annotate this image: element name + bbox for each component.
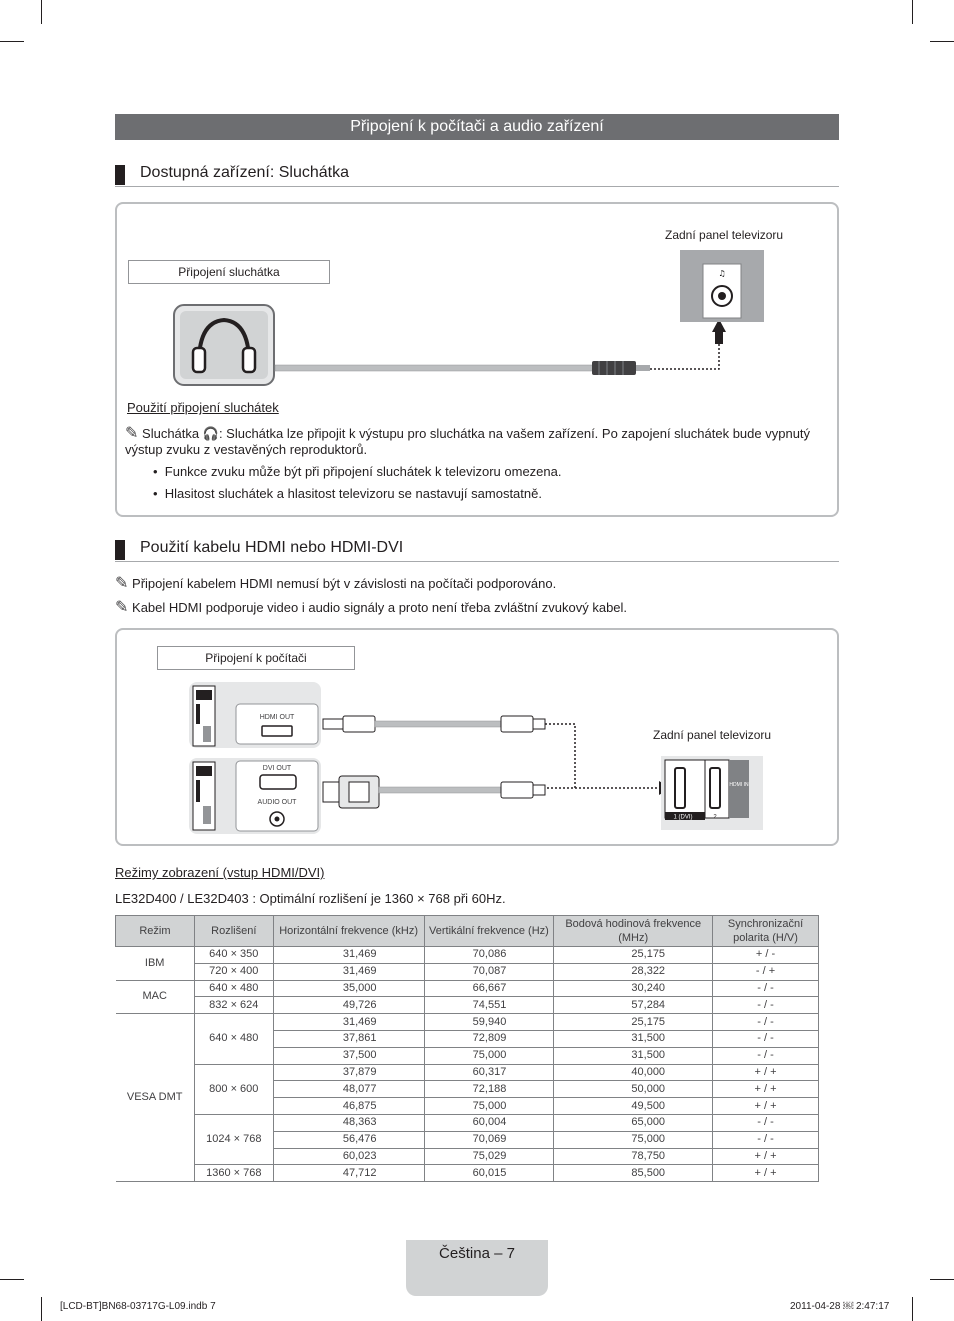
optimal-resolution — [115, 891, 506, 907]
value-cell: 25,175 — [554, 1014, 713, 1031]
value-cell: 35,000 — [273, 980, 424, 997]
value-cell: 50,000 — [554, 1081, 713, 1098]
value-cell: + / + — [713, 1165, 819, 1182]
note-text: Kabel HDMI podporuje video i audio signály a proto není třeba zvláštní zvukový kabel. — [132, 600, 628, 615]
table-row — [116, 963, 819, 980]
table-body — [116, 947, 819, 1182]
value-cell: 60,015 — [424, 1165, 554, 1182]
resolution-cell: 1024 × 768 — [194, 1114, 273, 1164]
bullet-2: • Hlasitost sluchátek a hlasitost televizoru se nastavují samostatně. — [153, 486, 542, 501]
resolution-cell: 640 × 480 — [194, 980, 273, 997]
value-cell: - / + — [713, 963, 819, 980]
tv-panel-label: Zadní panel televizoru — [653, 728, 772, 742]
value-cell: 85,500 — [554, 1165, 713, 1182]
value-cell: 75,029 — [424, 1148, 554, 1165]
column-header: Synchronizační polarita (H/V) — [713, 916, 819, 947]
value-cell: 49,726 — [273, 997, 424, 1014]
hdmi-out-label: HDMI OUT — [259, 714, 295, 721]
modes-heading: Režimy zobrazení (vstup HDMI/DVI) — [115, 865, 325, 880]
column-header: Bodová hodinová frekvence (MHz) — [554, 916, 713, 947]
tv-panel-label: Zadní panel televizoru — [665, 228, 784, 242]
value-cell: 28,322 — [554, 963, 713, 980]
value-cell: 48,363 — [273, 1114, 424, 1131]
crop-mark — [0, 1279, 24, 1280]
value-cell: 66,667 — [424, 980, 554, 997]
headphone-port-icon: ♫ — [718, 269, 726, 278]
value-cell: 75,000 — [554, 1131, 713, 1148]
value-cell: 70,069 — [424, 1131, 554, 1148]
page-number: Čeština – 7 — [439, 1245, 515, 1262]
pc-tower-icon — [193, 762, 215, 830]
crop-mark — [930, 41, 954, 42]
resolution-cell: 640 × 480 — [194, 1014, 273, 1064]
value-cell: 56,476 — [273, 1131, 424, 1148]
hdmi-note-1 — [115, 576, 556, 592]
value-cell: 60,317 — [424, 1064, 554, 1081]
model-name: LE32D400 / LE32D403 — [115, 891, 249, 906]
dvi-connector-icon — [323, 776, 379, 808]
value-cell: 75,000 — [424, 1098, 554, 1115]
value-cell: - / - — [713, 1131, 819, 1148]
note-text: Připojení kabelem HDMI nemusí být v závislosti na počítači podporováno. — [132, 576, 557, 591]
crop-mark — [912, 0, 913, 24]
value-cell: + / + — [713, 1148, 819, 1165]
section-title-text: Dostupná zařízení: Sluchátka — [140, 164, 350, 181]
value-cell: 70,086 — [424, 947, 554, 964]
value-cell: 75,000 — [424, 1047, 554, 1064]
value-cell: 59,940 — [424, 1014, 554, 1031]
mode-cell: IBM — [116, 947, 195, 981]
crop-mark — [41, 0, 42, 24]
pencil-icon: ✎ — [115, 575, 129, 592]
hdmi-diagram — [117, 630, 837, 844]
value-cell: 57,284 — [554, 997, 713, 1014]
headphone-note — [125, 426, 831, 458]
hdmi-connector-icon — [501, 782, 545, 798]
table-row — [116, 1165, 819, 1182]
model-text: : Optimální rozlišení je 1360 × 768 při 60Hz. — [248, 891, 506, 906]
date-slug: 2011-04-28 ￼ 2:47:17 — [790, 1301, 890, 1312]
value-cell: 31,469 — [273, 947, 424, 964]
section-marker — [115, 165, 125, 185]
audio-out-label: AUDIO OUT — [257, 799, 297, 806]
table-header-row — [116, 916, 819, 947]
display-modes-table — [115, 915, 819, 1182]
dvi-out-label: DVI OUT — [262, 765, 292, 772]
value-cell: + / - — [713, 947, 819, 964]
bullet-1: • Funkce zvuku může být při připojení sluchátek k televizoru omezena. — [153, 464, 562, 479]
usage-heading: Použití připojení sluchátek — [127, 400, 279, 415]
value-cell: 60,023 — [273, 1148, 424, 1165]
value-cell: 47,712 — [273, 1165, 424, 1182]
crop-mark — [930, 1279, 954, 1280]
resolution-cell: 720 × 400 — [194, 963, 273, 980]
file-slug: [LCD-BT]BN68-03717G-L09.indb 7 — [60, 1301, 216, 1312]
port-2-label: 2 — [713, 814, 717, 821]
section-title-headphones — [115, 162, 839, 187]
bullet-text: Funkce zvuku může být při připojení sluchátek k televizoru omezena. — [164, 464, 562, 479]
headphone-icon: 🎧 — [202, 426, 219, 441]
value-cell: - / - — [713, 1014, 819, 1031]
section-marker — [115, 540, 125, 560]
value-cell: - / - — [713, 1047, 819, 1064]
value-cell: + / + — [713, 1064, 819, 1081]
note-text: : Sluchátka lze připojit k výstupu pro sluchátka na vašem zařízení. Po zapojení sluchátek bude vypnutý výstup zvuku z vestavěných reproduktorů. — [125, 426, 811, 457]
crop-mark — [912, 1297, 913, 1321]
value-cell: 60,004 — [424, 1114, 554, 1131]
mode-cell: VESA DMT — [116, 1014, 195, 1182]
value-cell: - / - — [713, 980, 819, 997]
value-cell: - / - — [713, 1114, 819, 1131]
value-cell: 78,750 — [554, 1148, 713, 1165]
column-header: Vertikální frekvence (Hz) — [424, 916, 554, 947]
hdmi-note-2 — [115, 600, 627, 616]
pc-connection-panel — [115, 628, 839, 846]
jack-plug-icon — [592, 361, 650, 375]
value-cell: 65,000 — [554, 1114, 713, 1131]
value-cell: - / - — [713, 997, 819, 1014]
value-cell: 48,077 — [273, 1081, 424, 1098]
table-row — [116, 997, 819, 1014]
value-cell: 70,087 — [424, 963, 554, 980]
headphone-panel — [115, 202, 839, 517]
value-cell: 25,175 — [554, 947, 713, 964]
hdmi-connector-icon — [501, 716, 545, 732]
column-header: Horizontální frekvence (kHz) — [273, 916, 424, 947]
port-1-label: 1 (DVI) — [673, 814, 693, 821]
value-cell: 46,875 — [273, 1098, 424, 1115]
hdmi-in-label: HDMI IN — [729, 782, 749, 788]
page-number-tab — [406, 1240, 548, 1296]
bullet-text: Hlasitost sluchátek a hlasitost televizoru se nastavují samostatně. — [164, 486, 542, 501]
column-header: Rozlišení — [194, 916, 273, 947]
value-cell: 72,188 — [424, 1081, 554, 1098]
table-row — [116, 1064, 819, 1081]
table-row — [116, 1114, 819, 1131]
value-cell: 74,551 — [424, 997, 554, 1014]
resolution-cell: 640 × 350 — [194, 947, 273, 964]
crop-mark — [0, 41, 24, 42]
value-cell: 49,500 — [554, 1098, 713, 1115]
pencil-icon: ✎ — [125, 425, 139, 442]
diagram-label: Připojení k počítači — [157, 646, 355, 670]
resolution-cell: 1360 × 768 — [194, 1165, 273, 1182]
table-row — [116, 947, 819, 964]
value-cell: 30,240 — [554, 980, 713, 997]
pc-tower-icon — [193, 686, 215, 746]
value-cell: 40,000 — [554, 1064, 713, 1081]
value-cell: 37,500 — [273, 1047, 424, 1064]
pencil-icon: ✎ — [115, 599, 129, 616]
mode-cell: MAC — [116, 980, 195, 1014]
value-cell: 31,500 — [554, 1047, 713, 1064]
resolution-cell: 832 × 624 — [194, 997, 273, 1014]
value-cell: 31,469 — [273, 1014, 424, 1031]
resolution-cell: 800 × 600 — [194, 1064, 273, 1114]
value-cell: 72,809 — [424, 1030, 554, 1047]
page-header: Připojení k počítači a audio zařízení — [115, 114, 839, 140]
hdmi-connector-icon — [323, 716, 375, 732]
section-title-text: Použití kabelu HDMI nebo HDMI-DVI — [140, 539, 404, 556]
table-row — [116, 1014, 819, 1031]
table-row — [116, 980, 819, 997]
value-cell: + / + — [713, 1098, 819, 1115]
section-title-hdmi — [115, 537, 839, 562]
value-cell: 37,879 — [273, 1064, 424, 1081]
note-bold: Sluchátka — [142, 426, 200, 441]
value-cell: + / + — [713, 1081, 819, 1098]
column-header: Režim — [116, 916, 195, 947]
crop-mark — [41, 1297, 42, 1321]
value-cell: 31,469 — [273, 963, 424, 980]
headphone-diagram — [117, 204, 837, 394]
value-cell: 37,861 — [273, 1030, 424, 1047]
value-cell: 31,500 — [554, 1030, 713, 1047]
diagram-label: Připojení sluchátka — [128, 260, 330, 284]
value-cell: - / - — [713, 1030, 819, 1047]
